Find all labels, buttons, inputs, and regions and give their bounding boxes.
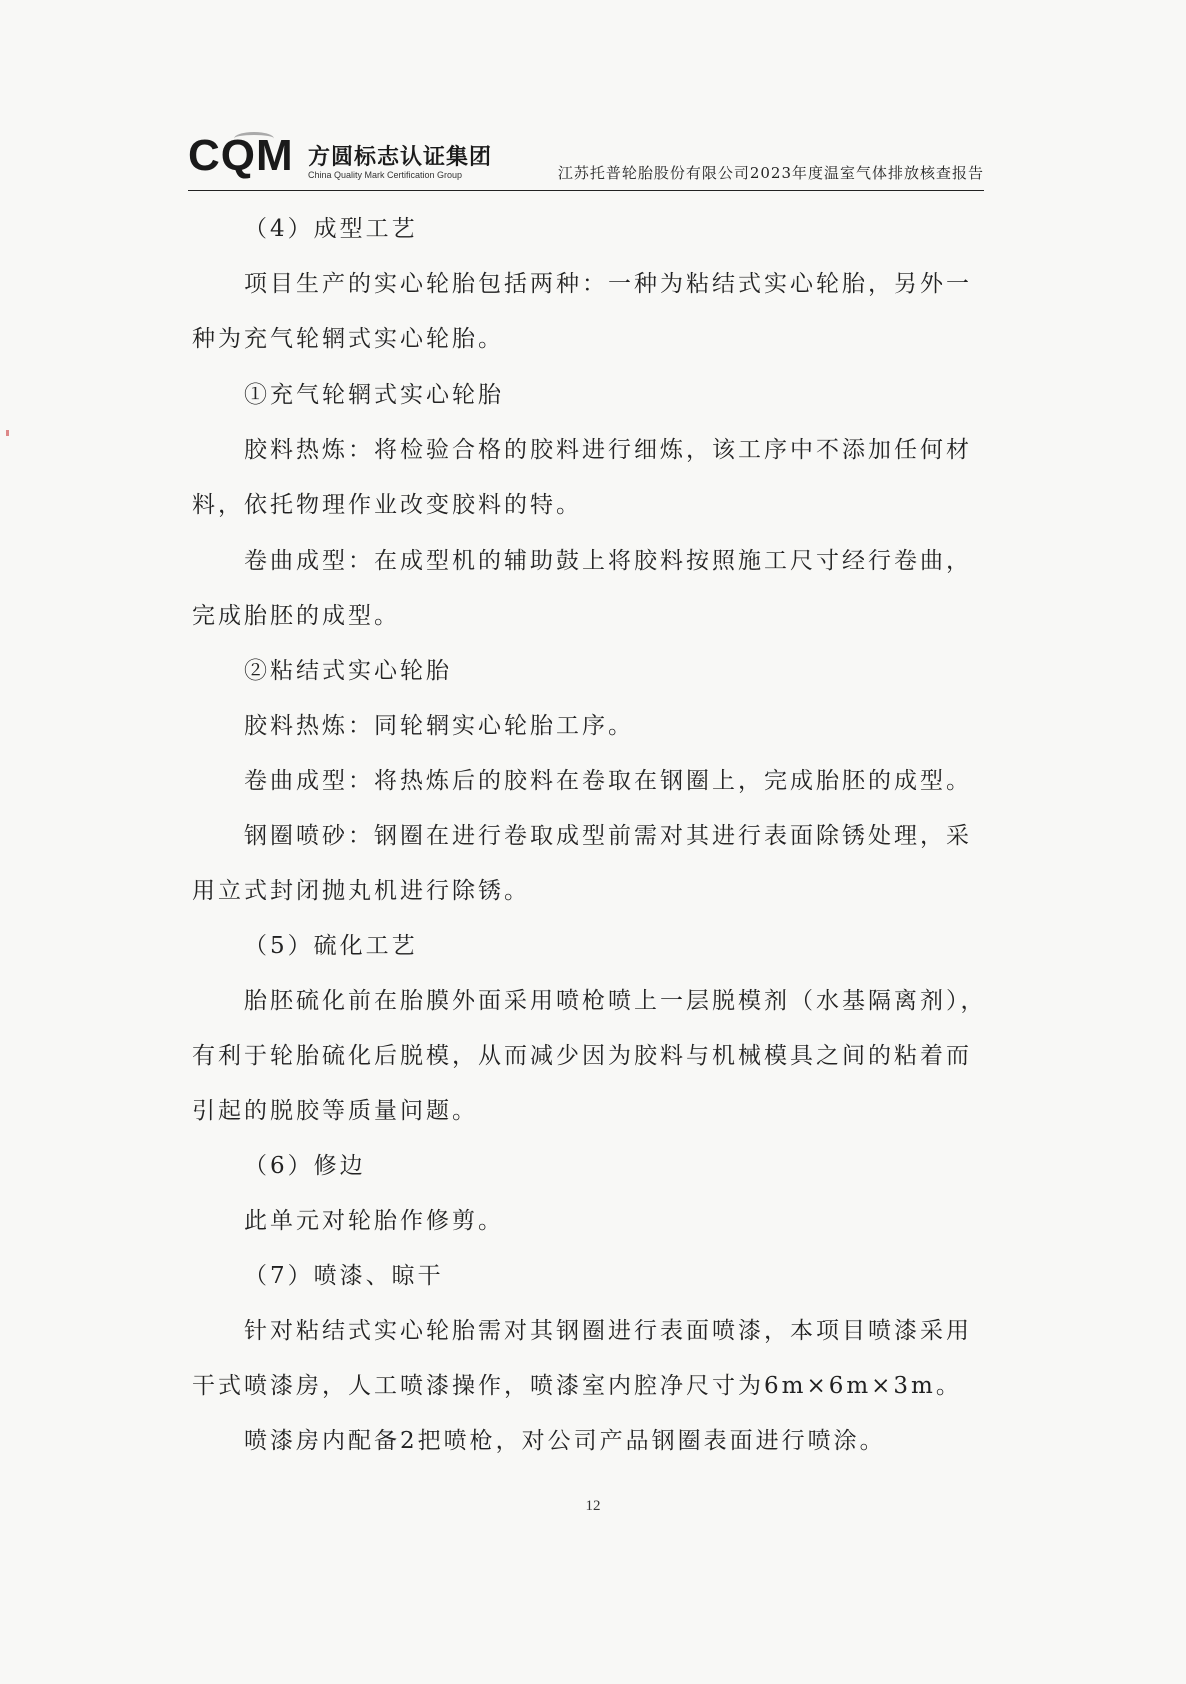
paragraph-line: 完成胎胚的成型。 [192,603,400,629]
section-heading-7: （7）喷漆、晾干 [244,1263,444,1289]
margin-mark [6,430,9,436]
paragraph-line: 干式喷漆房，人工喷漆操作，喷漆室内腔净尺寸为6m×6m×3m。 [192,1373,962,1399]
paragraph-line: 卷曲成型：将热炼后的胶料在卷取在钢圈上，完成胎胚的成型。 [244,768,972,794]
page-number: 12 [585,1498,601,1514]
paragraph-line: 卷曲成型：在成型机的辅助鼓上将胶料按照施工尺寸经行卷曲， [244,548,972,574]
paragraph-line: 胶料热炼：将检验合格的胶料进行细炼，该工序中不添加任何材 [244,437,972,463]
paragraph-line: 钢圈喷砂：钢圈在进行卷取成型前需对其进行表面除锈处理，采 [244,823,972,849]
paragraph-line: 胎胚硫化前在胎膜外面采用喷枪喷上一层脱模剂（水基隔离剂）， [244,988,987,1014]
logo-english-name: China Quality Mark Certification Group [308,170,463,180]
paragraph-line: 胶料热炼：同轮辋实心轮胎工序。 [244,713,634,739]
paragraph-line: 有利于轮胎硫化后脱模，从而减少因为胶料与机械模具之间的粘着而 [192,1043,972,1069]
paragraph-line: 用立式封闭抛丸机进行除锈。 [192,878,530,904]
logo-chinese-name: 方圆标志认证集团 [308,145,493,170]
section-heading-4: （4）成型工艺 [244,216,418,242]
section-heading-6: （6）修边 [244,1153,366,1179]
paragraph-line: 针对粘结式实心轮胎需对其钢圈进行表面喷漆，本项目喷漆采用 [244,1318,972,1344]
report-title: 江苏托普轮胎股份有限公司2023年度温室气体排放核查报告 [557,164,984,182]
paragraph-line: 引起的脱胶等质量问题。 [192,1098,478,1124]
header-rule [188,190,984,191]
subheading-2: ②粘结式实心轮胎 [244,658,452,684]
paragraph-line: 项目生产的实心轮胎包括两种：一种为粘结式实心轮胎，另外一 [244,271,972,297]
paragraph-line: 此单元对轮胎作修剪。 [244,1208,504,1234]
paragraph-line: 喷漆房内配备2把喷枪，对公司产品钢圈表面进行喷涂。 [244,1428,886,1454]
logo-mark: CQM [188,131,294,180]
paragraph-line: 种为充气轮辋式实心轮胎。 [192,326,504,352]
page-header [188,118,984,194]
subheading-1: ①充气轮辋式实心轮胎 [244,382,504,408]
paragraph-line: 料，依托物理作业改变胶料的特。 [192,492,582,518]
section-heading-5: （5）硫化工艺 [244,933,418,959]
